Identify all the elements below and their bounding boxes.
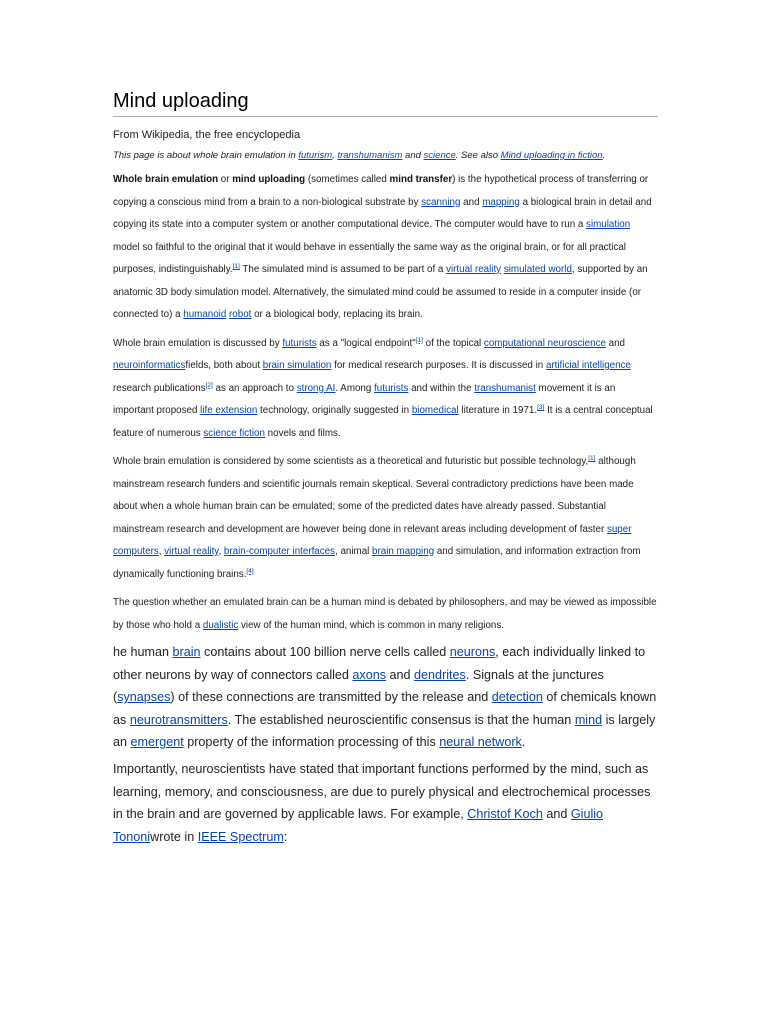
citation [206,382,213,389]
paragraph [113,451,658,586]
text-run: property of the information processing of this [183,735,440,750]
text-run: . The established neuroscientific consensus is that the human [227,712,575,727]
text-run: . Among [335,382,375,394]
text-run: , each individually linked to other neurons by way of connectors called [113,645,646,682]
text-run: literature in 1971. [458,405,538,416]
text-run: and [386,667,415,682]
citation-link[interactable]: [1] [415,336,423,344]
bold-term: mind transfer [389,174,453,185]
link-computational-neuroscience[interactable]: computational neuroscience [483,337,606,349]
text-run: Importantly, neuroscientists have stated that important functions performed by the mind, such as learning, memory, and consciousness, are due to purely physical and electrochemical processes in the brain and are governed by applicable laws. For example, [113,761,651,822]
text-run: and [402,150,424,161]
text-run: This page is about whole brain emulation in [113,150,299,161]
text-run: as an approach to [212,382,297,394]
text-run: wrote in [150,829,198,844]
link-giulio-tononi[interactable]: Giulio Tononi [113,807,604,844]
citation [416,337,423,344]
text-run: and [460,196,483,208]
link-artificial-intelligence[interactable]: artificial intelligence [545,360,631,371]
link-robot[interactable]: robot [229,309,252,320]
text-run: or a biological body, replacing its brain. [251,309,423,320]
text-run: . See also [455,150,501,161]
link-emergent[interactable]: emergent [130,735,184,750]
paragraph [113,592,658,637]
text-run: . [521,735,526,750]
text-run: Whole brain emulation is considered by some scientists as a theoretical and futuristic but possible technology, [113,456,589,467]
link-transhumanism[interactable]: transhumanism [337,150,403,161]
hatnote [113,149,658,163]
text-run: of the topical [422,337,484,349]
text-run: , [218,546,224,557]
text-run: although mainstream research funders and scientific journals remain skeptical. Several contradictory predictions have been made about when a whole human brain can be emulated; some of the predicted dates have already passed. Substantial mainstream research and development are however being done in relevant areas including development of faster [113,456,636,535]
link-virtual-reality[interactable]: virtual reality [164,546,219,557]
text-run: of chemicals known as [113,690,657,727]
link-mapping[interactable]: mapping [482,196,520,208]
link-super-computers[interactable]: super computers [113,523,632,557]
text-run: and simulation, and information extraction from dynamically functioning brains. [113,546,641,580]
text-run: is largely an [113,712,656,750]
text-run: and [542,807,571,822]
text-run: contains about 100 billion nerve cells called [200,645,450,659]
page-title: Mind uploading [113,88,658,117]
link-life-extension[interactable]: life extension [200,405,258,416]
link-futurists[interactable]: futurists [374,382,409,394]
text-run: view of the human mind, which is common in many religions. [238,619,504,631]
bold-term: mind uploading [232,174,306,185]
citation-link[interactable]: [1] [232,263,240,270]
text-run: and [605,337,625,349]
link-dendrites[interactable]: dendrites [414,667,466,682]
link-futurism[interactable]: futurism [298,150,333,161]
page-subtitle: From Wikipedia, the free encyclopedia [113,129,301,141]
link-neurotransmitters[interactable]: neurotransmitters [129,712,228,727]
text-run: . [602,150,606,161]
link-biomedical[interactable]: biomedical [411,405,459,416]
link-simulated-world[interactable]: simulated world [503,264,572,275]
link-neural-network[interactable]: neural network [439,735,522,750]
citation [233,263,240,270]
text-run: technology, originally suggested in [257,405,412,416]
link-mind[interactable]: mind [574,712,603,727]
link-brain-computer-interfaces[interactable]: brain-computer interfaces [223,546,336,557]
paragraph [113,169,658,327]
link-brain[interactable]: brain [172,645,201,659]
citation-link[interactable]: [4] [246,567,254,575]
text-run: for medical research purposes. It is discussed in [331,360,546,371]
article-body [113,169,658,848]
link-mind-uploading-in-fiction[interactable]: Mind uploading in fiction [500,150,603,161]
text-run: movement it is an important proposed [113,382,616,416]
text-run: : [283,829,288,844]
citation-link[interactable]: [1] [588,455,596,462]
text-run: (sometimes called [305,174,390,185]
paragraph [113,333,658,446]
text-run: , supported by an anatomic 3D body simulation model. Alternatively, the simulated mind could be assumed to reside in a computer inside (or connected to) a [113,264,648,320]
link-axons[interactable]: axons [352,667,387,682]
text-run: , animal [335,546,373,557]
link-ieee-spectrum[interactable]: IEEE Spectrum [197,829,284,844]
paragraph [113,758,658,848]
text-run: The simulated mind is assumed to be part of a [239,264,447,275]
text-run: , [158,546,165,557]
link-virtual-reality[interactable]: virtual reality [446,264,502,275]
paragraph [113,641,658,754]
text-run: research publications [113,382,206,394]
link-dualistic[interactable]: dualistic [202,619,239,631]
bold-term: Whole brain emulation [113,174,219,185]
text-run: as a "logical endpoint" [316,337,416,349]
citation-link[interactable]: [3] [537,404,545,411]
text-run: he human [113,645,173,659]
text-run: . Signals at the junctures ( [113,667,604,705]
text-run: ) of these connections are transmitted by the release and [170,690,492,705]
text-run: or [218,174,233,185]
text-run: Whole brain emulation is discussed by [113,337,283,349]
link-detection[interactable]: detection [491,690,543,705]
link-christof-koch[interactable]: Christof Koch [467,807,543,822]
citation-link[interactable]: [2] [205,381,213,389]
text-run: and within the [408,382,475,394]
link-neurons[interactable]: neurons [449,645,496,659]
link-brain-mapping[interactable]: brain mapping [372,546,435,557]
link-scanning[interactable]: scanning [421,196,461,208]
link-neuroinformatics[interactable]: neuroinformatics [113,360,186,371]
link-transhumanist[interactable]: transhumanist [474,382,536,394]
link-brain-simulation[interactable]: brain simulation [262,360,332,371]
link-humanoid[interactable]: humanoid [183,309,227,320]
text-run: fields, both about [185,360,263,371]
text-run: ) is the hypothetical process of transferring or copying a conscious mind from a brain to a non-biological substrate by [113,174,649,208]
text-run: a biological brain in detail and copying its state into a computer system or another computational device. The computer would have to run a [113,196,652,230]
link-strong-ai[interactable]: strong AI [296,382,336,394]
link-simulation[interactable]: simulation [586,219,631,230]
link-science-fiction[interactable]: science fiction [203,427,265,439]
text-run: novels and films. [264,427,341,439]
link-futurists[interactable]: futurists [282,337,317,349]
article [113,88,658,848]
text-run: model so faithful to the original that it would behave in essentially the same way as the original brain, or for all practical purposes, indistinguishably. [113,241,626,275]
link-synapses[interactable]: synapses [117,690,171,705]
text-run: The question whether an emulated brain can be a human mind is debated by philosophers, and may be viewed as impossible by those who hold a [113,597,657,631]
citation [246,568,253,575]
link-science[interactable]: science [423,150,456,161]
text-run: It is a central conceptual feature of numerous [113,405,653,439]
text-run: , [332,150,338,161]
